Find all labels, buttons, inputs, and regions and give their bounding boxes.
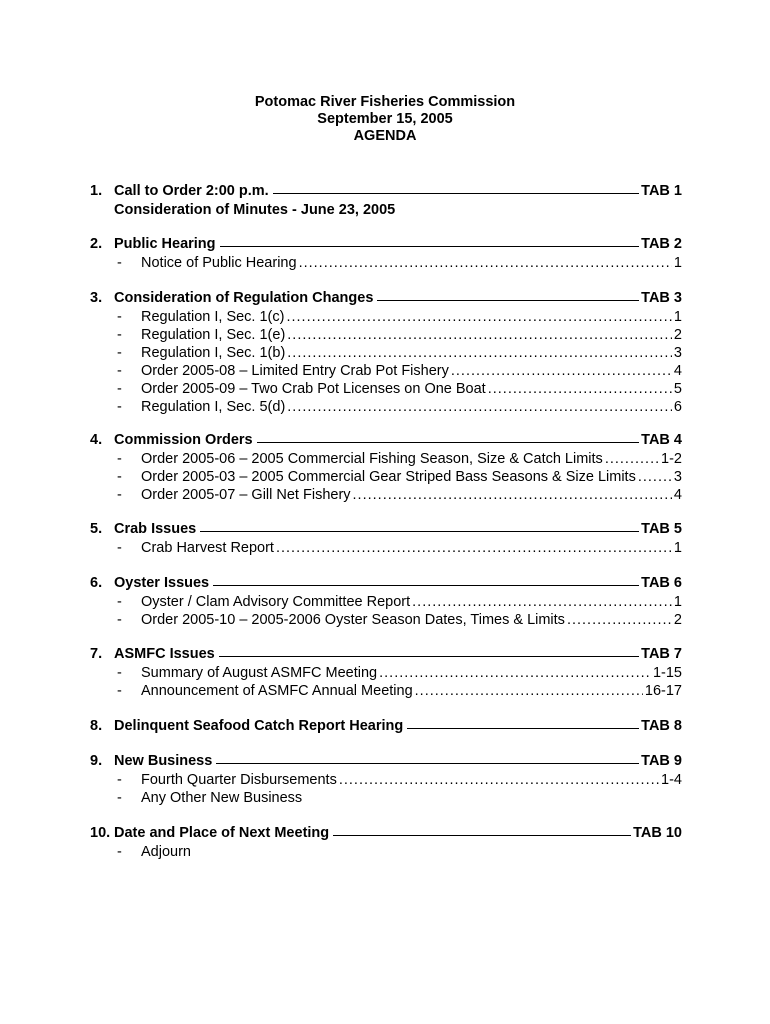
section-number: 2. [90, 236, 103, 252]
item-page-number: 5 [673, 381, 682, 397]
dot-leader [412, 593, 672, 611]
agenda-section [90, 575, 682, 629]
item-page-number: 1-15 [652, 665, 682, 681]
agenda-section [90, 521, 682, 557]
item-text: Fourth Quarter Disbursements [141, 772, 337, 788]
section-title: Crab Issues [114, 521, 197, 537]
agenda-item [90, 308, 682, 326]
section-title: ASMFC Issues [114, 646, 215, 662]
dot-leader [287, 398, 672, 416]
section-tab: TAB 4 [641, 432, 682, 448]
org-name: Potomac River Fisheries Commission [254, 94, 516, 110]
agenda-section [90, 290, 682, 416]
dot-leader [339, 771, 659, 789]
item-bullet: - [117, 612, 122, 628]
agenda-item [90, 593, 682, 611]
item-page-number: 4 [673, 363, 682, 379]
section-heading [90, 432, 682, 450]
agenda-section [90, 646, 682, 700]
agenda-item [90, 664, 682, 682]
dot-leader [299, 254, 672, 272]
dot-leader [451, 362, 672, 380]
section-number: 8. [90, 718, 103, 734]
item-page-number: 1-2 [661, 451, 682, 467]
section-number: 5. [90, 521, 103, 537]
item-bullet: - [117, 327, 122, 343]
item-bullet: - [117, 772, 122, 788]
agenda-item [90, 254, 682, 272]
dot-leader [287, 326, 672, 344]
agenda-section [90, 825, 682, 861]
agenda-section [90, 236, 682, 272]
section-heading [90, 183, 682, 201]
section-heading [90, 575, 682, 593]
agenda-item [90, 380, 682, 398]
leader-rule [200, 531, 639, 532]
leader-rule [407, 728, 639, 729]
agenda-item [90, 362, 682, 380]
item-bullet: - [117, 399, 122, 415]
meeting-date: September 15, 2005 [317, 111, 453, 127]
agenda-item [90, 771, 682, 789]
section-tab: TAB 3 [641, 290, 682, 306]
dot-leader [415, 682, 643, 700]
item-page-number: 1 [673, 540, 682, 556]
leader-rule [213, 585, 639, 586]
item-bullet: - [117, 540, 122, 556]
section-heading [90, 825, 682, 843]
item-bullet: - [117, 683, 122, 699]
item-text: Regulation I, Sec. 5(d) [141, 399, 286, 415]
section-heading [90, 521, 682, 539]
item-bullet: - [117, 594, 122, 610]
item-text: Summary of August ASMFC Meeting [141, 665, 378, 681]
section-title: Public Hearing [114, 236, 216, 252]
dot-leader [605, 450, 659, 468]
section-tab: TAB 2 [641, 236, 682, 252]
leader-rule [219, 656, 639, 657]
dot-leader [638, 468, 672, 486]
item-page-number: 3 [673, 469, 682, 485]
item-text: Order 2005-06 – 2005 Commercial Fishing Season, Size & Catch Limits [141, 451, 603, 467]
item-text: Regulation I, Sec. 1(e) [141, 327, 286, 343]
section-number: 4. [90, 432, 103, 448]
section-title: Commission Orders [114, 432, 253, 448]
section-tab: TAB 6 [641, 575, 682, 591]
item-page-number: 4 [673, 487, 682, 503]
dot-leader [567, 611, 672, 629]
agenda-item [90, 398, 682, 416]
item-text: Order 2005-10 – 2005-2006 Oyster Season Dates, Times & Limits [141, 612, 565, 628]
item-page-number: 1 [673, 255, 682, 271]
item-page-number: 1-4 [661, 772, 682, 788]
section-number: 1. [90, 183, 103, 199]
item-text: Regulation I, Sec. 1(b) [141, 345, 286, 361]
dot-leader [353, 486, 672, 504]
section-title: Consideration of Regulation Changes [114, 290, 374, 306]
section-title: Oyster Issues [114, 575, 210, 591]
section-tab: TAB 7 [641, 646, 682, 662]
item-text: Regulation I, Sec. 1(c) [141, 309, 285, 325]
agenda-section [90, 753, 682, 807]
section-title: Date and Place of Next Meeting [114, 825, 330, 841]
section-title: Delinquent Seafood Catch Report Hearing [114, 718, 404, 734]
agenda-item [90, 539, 682, 557]
item-bullet: - [117, 363, 122, 379]
item-page-number: 16-17 [644, 683, 682, 699]
item-bullet: - [117, 844, 122, 860]
section-number: 10. [90, 825, 111, 841]
item-page-number: 1 [673, 309, 682, 325]
dot-leader [286, 308, 671, 326]
section-title: Call to Order 2:00 p.m. [114, 183, 269, 199]
section-tab: TAB 1 [641, 183, 682, 199]
section-tab: TAB 8 [641, 718, 682, 734]
item-bullet: - [117, 345, 122, 361]
section-number: 7. [90, 646, 103, 662]
item-bullet: - [117, 255, 122, 271]
section-tab: TAB 10 [633, 825, 682, 841]
section-heading [90, 646, 682, 664]
item-text: Any Other New Business [141, 790, 303, 806]
item-text: Crab Harvest Report [141, 540, 274, 556]
section-number: 6. [90, 575, 103, 591]
section-tab: TAB 9 [641, 753, 682, 769]
dot-leader [287, 344, 672, 362]
item-page-number: 2 [673, 612, 682, 628]
item-text: Order 2005-08 – Limited Entry Crab Pot Fishery [141, 363, 449, 379]
item-bullet: - [117, 790, 122, 806]
section-number: 3. [90, 290, 103, 306]
item-bullet: - [117, 665, 122, 681]
item-bullet: - [117, 309, 122, 325]
section-number: 9. [90, 753, 103, 769]
item-bullet: - [117, 451, 122, 467]
agenda-item [90, 611, 682, 629]
agenda-item [90, 468, 682, 486]
section-subtitle: Consideration of Minutes - June 23, 2005 [114, 202, 396, 218]
item-page-number: 2 [673, 327, 682, 343]
agenda-item [90, 326, 682, 344]
agenda-item [90, 344, 682, 362]
agenda-section [90, 718, 682, 736]
item-text: Order 2005-07 – Gill Net Fishery [141, 487, 351, 503]
agenda-item [90, 450, 682, 468]
leader-rule [377, 300, 639, 301]
agenda-item [90, 486, 682, 504]
item-bullet: - [117, 381, 122, 397]
agenda-section [90, 183, 682, 219]
item-page-number: 6 [673, 399, 682, 415]
item-text: Order 2005-09 – Two Crab Pot Licenses on One Boat [141, 381, 486, 397]
agenda-item [90, 843, 682, 861]
dot-leader [379, 664, 651, 682]
leader-rule [257, 442, 640, 443]
section-heading [90, 718, 682, 736]
item-page-number: 1 [673, 594, 682, 610]
item-text: Announcement of ASMFC Annual Meeting [141, 683, 413, 699]
leader-rule [333, 835, 631, 836]
item-bullet: - [117, 487, 122, 503]
section-heading [90, 290, 682, 308]
agenda-section [90, 432, 682, 504]
agenda-item [90, 682, 682, 700]
item-text: Oyster / Clam Advisory Committee Report [141, 594, 411, 610]
leader-rule [273, 193, 639, 194]
agenda-item [90, 789, 682, 807]
dot-leader [488, 380, 672, 398]
item-page-number: 3 [673, 345, 682, 361]
leader-rule [216, 763, 639, 764]
item-text: Order 2005-03 – 2005 Commercial Gear Striped Bass Seasons & Size Limits [141, 469, 636, 485]
item-text: Adjourn [141, 844, 191, 860]
document-header [0, 94, 770, 145]
section-title: New Business [114, 753, 213, 769]
leader-rule [220, 246, 640, 247]
dot-leader [276, 539, 672, 557]
section-heading [90, 236, 682, 254]
item-text: Notice of Public Hearing [141, 255, 297, 271]
section-heading [90, 753, 682, 771]
document-title: AGENDA [353, 128, 417, 144]
item-bullet: - [117, 469, 122, 485]
section-tab: TAB 5 [641, 521, 682, 537]
